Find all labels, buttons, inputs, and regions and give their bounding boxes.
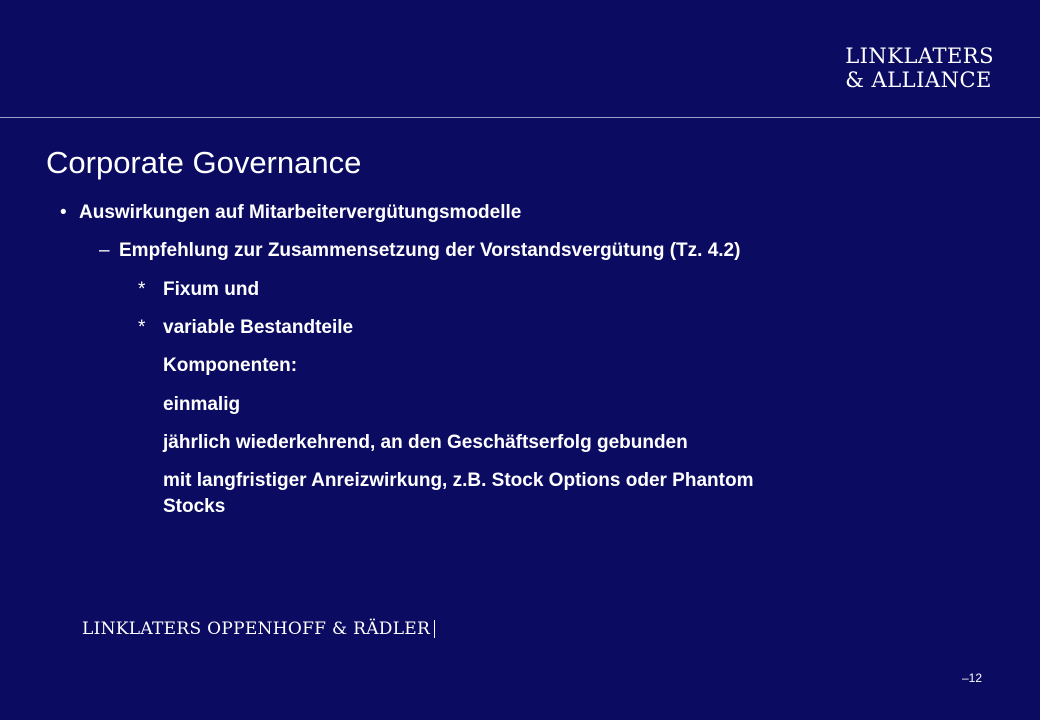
linklaters-oppenhoff-raedler-logo: LINKLATERS OPPENHOFF & RÄDLER xyxy=(82,620,435,638)
asterisk-marker: * xyxy=(138,279,146,300)
page-number: –12 xyxy=(961,671,982,685)
linklaters-alliance-logo xyxy=(845,44,994,92)
asterisk-marker: * xyxy=(138,317,146,338)
bullet-marker: • xyxy=(60,202,67,223)
text-line: mit langfristiger Anreizwirkung, z.B. Stock Options oder Phantom xyxy=(163,470,754,491)
dash-marker: – xyxy=(99,240,110,261)
text-line: einmalig xyxy=(163,394,241,415)
text-line: Komponenten: xyxy=(163,355,298,376)
logo-line-1: LINKLATERS xyxy=(845,44,994,68)
header-divider xyxy=(0,117,1040,118)
bullet-level2: Empfehlung zur Zusammensetzung der Vorstandsvergütung (Tz. 4.2) xyxy=(119,240,741,261)
bullet-level3: variable Bestandteile xyxy=(163,317,354,338)
bullet-level3: Fixum und xyxy=(163,279,260,300)
logo-line-2: & ALLIANCE xyxy=(845,68,992,92)
slide-title: Corporate Governance xyxy=(46,145,362,180)
text-line: jährlich wiederkehrend, an den Geschäftserfolg gebunden xyxy=(163,432,688,453)
bullet-level1: Auswirkungen auf Mitarbeitervergütungsmodelle xyxy=(79,202,522,223)
text-line: Stocks xyxy=(163,496,226,517)
